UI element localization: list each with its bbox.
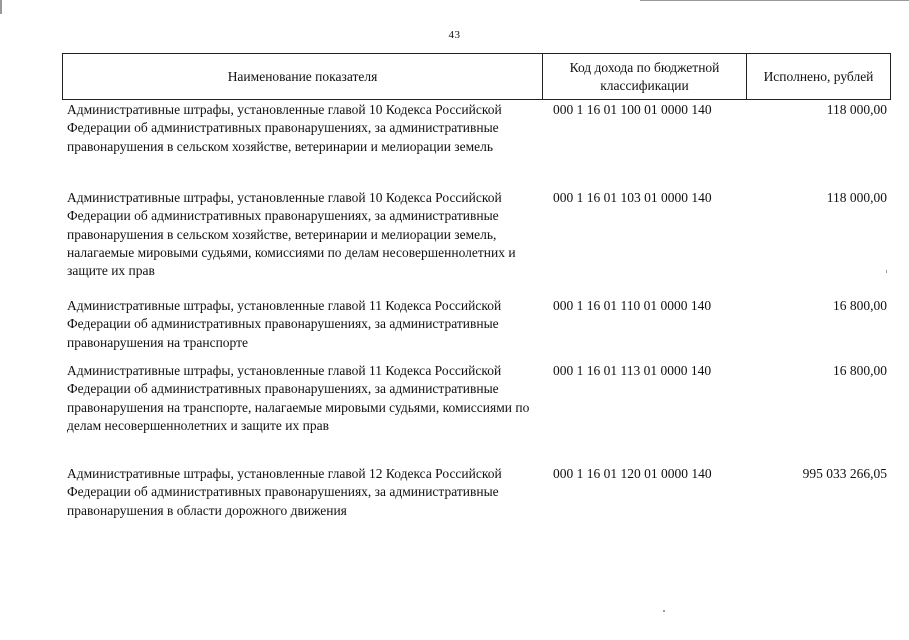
row-sum: 118 000,00	[826, 102, 887, 117]
column-header-sum: Исполнено, рублей	[763, 68, 874, 84]
row-code: 000 1 16 01 103 01 0000 140	[553, 190, 712, 205]
scan-artifact	[0, 0, 2, 14]
column-header-code: Код дохода по бюджетной классификации	[543, 54, 747, 99]
row-sum: 16 800,00	[833, 298, 887, 313]
row-code: 000 1 16 01 120 01 0000 140	[553, 466, 712, 481]
scan-artifact	[663, 610, 665, 612]
row-name: Административные штрафы, установленные главой 12 Кодекса Российской Федерации об административных правонарушениях, за административные правонарушения в области дорожного движения	[67, 466, 502, 518]
row-sum: 995 033 266,05	[802, 466, 887, 481]
table-header	[62, 53, 891, 100]
page-number: 43	[448, 29, 461, 41]
row-sum: 16 800,00	[833, 363, 887, 378]
row-name: Административные штрафы, установленные главой 10 Кодекса Российской Федерации об административных правонарушениях, за административные правонарушения в сельском хозяйстве, ветеринарии и мелиорации земель	[67, 102, 502, 154]
scan-artifact	[886, 270, 887, 273]
row-sum: 118 000,00	[826, 190, 887, 205]
row-name: Административные штрафы, установленные главой 10 Кодекса Российской Федерации об административных правонарушениях, за административные правонарушения в сельском хозяйстве, ветеринарии и мелиорации земель, налагаемые мировыми судьями, комиссиями по делам несовершеннолетних и защите их прав	[67, 190, 516, 279]
row-name: Административные штрафы, установленные главой 11 Кодекса Российской Федерации об административных правонарушениях, за административные правонарушения на транспорте, налагаемые мировыми судьями, комиссиями по делам несовершеннолетних и защите их прав	[67, 363, 530, 433]
column-header-name: Наименование показателя	[63, 54, 543, 99]
row-name: Административные штрафы, установленные главой 11 Кодекса Российской Федерации об административных правонарушениях, за административные правонарушения на транспорте	[67, 298, 502, 350]
scan-artifact	[640, 0, 909, 1]
row-code: 000 1 16 01 100 01 0000 140	[553, 102, 712, 117]
row-code: 000 1 16 01 113 01 0000 140	[553, 363, 712, 378]
row-code: 000 1 16 01 110 01 0000 140	[553, 298, 712, 313]
